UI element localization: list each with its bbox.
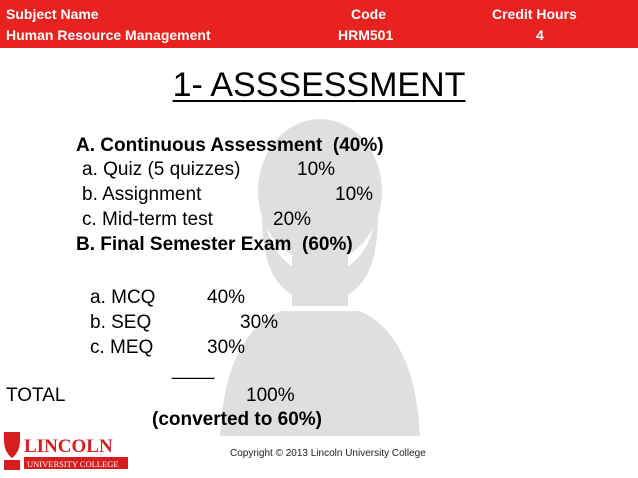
subject-name-label: Subject Name (6, 6, 99, 22)
list-item-percent: 20% (273, 209, 312, 230)
credit-hours-label: Credit Hours (492, 6, 577, 22)
total-note: (converted to 60%) (152, 409, 322, 430)
code-label: Code (351, 6, 386, 22)
section-a-heading: A. Continuous Assessment (40%) (76, 135, 384, 156)
page-title: 1- ASSSESSMENT (172, 66, 466, 104)
header-bar (0, 0, 638, 48)
copyright-text: Copyright © 2013 Lincoln University College (230, 448, 426, 459)
list-item: a. Quiz (5 quizzes) (82, 159, 241, 180)
logo-name: LINCOLN (24, 436, 113, 457)
code-value: HRM501 (338, 27, 394, 43)
list-item: a. MCQ (90, 287, 156, 308)
section-a-percent: (40%) (332, 135, 384, 156)
list-item-percent: 40% (207, 287, 246, 308)
list-item-percent: 30% (240, 312, 279, 333)
total-value: 100% (246, 385, 295, 406)
section-b-heading: B. Final Semester Exam (60%) (76, 234, 353, 255)
total-label: TOTAL (6, 385, 66, 406)
section-b-percent: (60%) (302, 234, 353, 255)
list-item-percent: 10% (297, 159, 336, 180)
lincoln-logo (0, 426, 132, 476)
list-item-percent: 30% (207, 337, 246, 358)
credit-hours-value: 4 (536, 27, 544, 43)
list-item: c. MEQ (90, 337, 154, 358)
list-item: b. Assignment (82, 184, 202, 205)
total-rule: ____ (172, 359, 215, 380)
logo-subtitle: UNIVERSITY COLLEGE (27, 459, 119, 469)
list-item: c. Mid-term test (82, 209, 213, 230)
list-item-percent: 10% (335, 184, 374, 205)
list-item: b. SEQ (90, 312, 152, 333)
subject-name-value: Human Resource Management (6, 27, 211, 43)
